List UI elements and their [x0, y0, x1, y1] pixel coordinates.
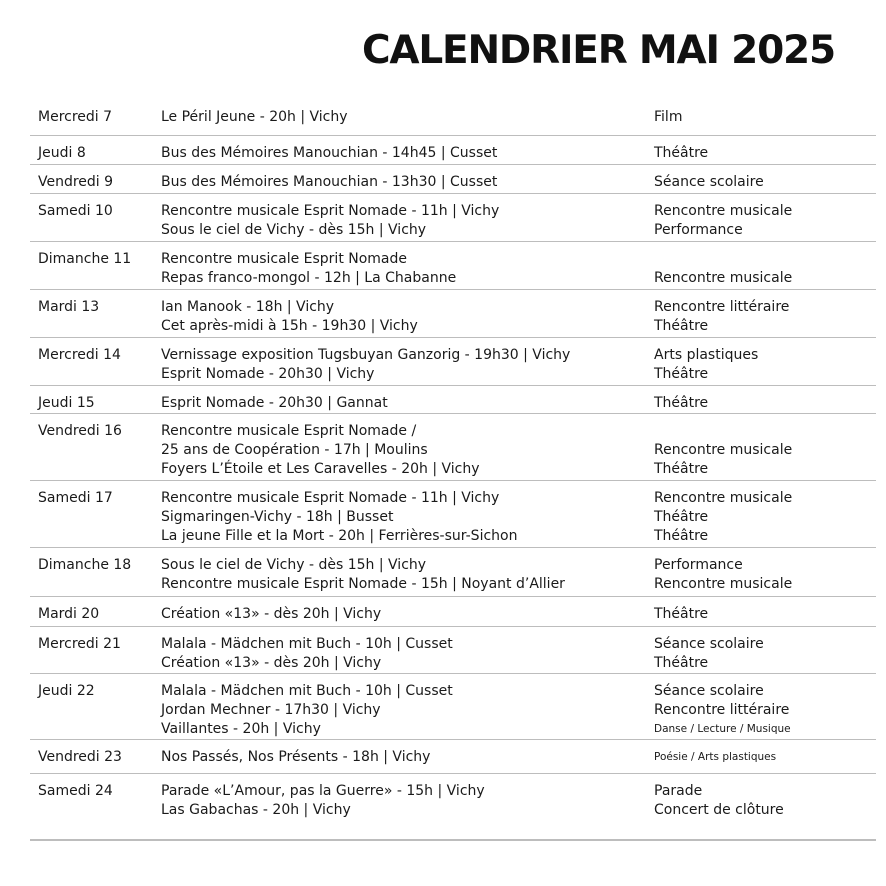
event-line: Bus des Mémoires Manouchian - 13h30 | Cusset [161, 174, 498, 190]
page-title: CALENDRIER MAI 2025 [362, 28, 835, 73]
day-label: Mercredi 21 [38, 636, 121, 652]
event-line: Rencontre musicale Esprit Nomade - 11h | Vichy [161, 203, 500, 219]
categories-cell [654, 108, 682, 127]
event-line: La jeune Fille et la Mort - 20h | Ferrières-sur-Sichon [161, 528, 518, 544]
event-line: Rencontre musicale Esprit Nomade - 15h | Noyant d’Allier [161, 576, 565, 592]
events-cell [161, 144, 497, 163]
category-label: Théâtre [654, 395, 709, 411]
category-label: Rencontre musicale [654, 270, 793, 286]
day-label: Jeudi 15 [38, 395, 95, 411]
category-label: Théâtre [654, 318, 709, 334]
calendar-row [30, 774, 876, 840]
category-label: Théâtre [654, 366, 709, 382]
category-label: Arts plastiques [654, 347, 759, 363]
day-label: Samedi 17 [38, 490, 113, 506]
calendar-row [30, 242, 876, 290]
day-label: Vendredi 9 [38, 174, 114, 190]
day-label: Samedi 10 [38, 203, 113, 219]
categories-cell [654, 489, 792, 546]
categories-cell [654, 298, 789, 336]
events-cell [161, 298, 418, 336]
event-line: Sous le ciel de Vichy - dès 15h | Vichy [161, 557, 427, 573]
events-cell [161, 346, 570, 384]
calendar-row [30, 338, 876, 386]
day-label: Dimanche 11 [38, 251, 132, 267]
day-label: Jeudi 22 [38, 683, 95, 699]
calendar-row [30, 481, 876, 548]
calendar-row [30, 627, 876, 674]
categories-cell [654, 635, 764, 673]
events-cell [161, 635, 453, 673]
calendar-row [30, 740, 876, 774]
category-label [654, 250, 792, 269]
category-label: Rencontre littéraire [654, 702, 790, 718]
categories-cell [654, 682, 791, 739]
categories-cell [654, 394, 708, 413]
day-label: Mardi 13 [38, 299, 100, 315]
day-label: Mercredi 14 [38, 347, 121, 363]
event-line: Création «13» - dès 20h | Vichy [161, 655, 382, 671]
event-line: Cet après-midi à 15h - 19h30 | Vichy [161, 318, 418, 334]
event-line: Vaillantes - 20h | Vichy [161, 721, 321, 737]
event-line: Rencontre musicale Esprit Nomade [161, 251, 408, 267]
event-line: Foyers L’Étoile et Les Caravelles - 20h | Vichy [161, 461, 480, 477]
bottom-divider [30, 840, 876, 841]
events-cell [161, 782, 485, 820]
category-label: Performance [654, 557, 743, 573]
calendar-row [30, 674, 876, 740]
category-label: Théâtre [654, 461, 709, 477]
category-label: Théâtre [654, 145, 709, 161]
day-label: Dimanche 18 [38, 557, 132, 573]
calendar-row [30, 100, 876, 136]
event-line: Rencontre musicale Esprit Nomade - 11h | Vichy [161, 490, 500, 506]
events-cell [161, 605, 381, 624]
event-line: Esprit Nomade - 20h30 | Gannat [161, 395, 388, 411]
event-line: Vernissage exposition Tugsbuyan Ganzorig - 19h30 | Vichy [161, 347, 571, 363]
events-cell [161, 394, 388, 413]
categories-cell [654, 748, 776, 767]
category-label: Théâtre [654, 528, 709, 544]
event-line: Parade «L’Amour, pas la Guerre» - 15h | Vichy [161, 783, 485, 799]
category-label: Poésie / Arts plastiques [654, 751, 777, 763]
event-line: 25 ans de Coopération - 17h | Moulins [161, 442, 428, 458]
events-cell [161, 422, 480, 479]
categories-cell [654, 556, 792, 594]
event-line: Malala - Mädchen mit Buch - 10h | Cusset [161, 636, 453, 652]
category-label: Rencontre littéraire [654, 299, 790, 315]
calendar-row [30, 165, 876, 194]
calendar-row [30, 414, 876, 481]
category-label: Film [654, 109, 683, 125]
day-label: Jeudi 8 [38, 145, 86, 161]
calendar-row [30, 290, 876, 338]
category-label: Rencontre musicale [654, 203, 793, 219]
categories-cell [654, 605, 708, 624]
category-label: Rencontre musicale [654, 490, 793, 506]
day-label: Samedi 24 [38, 783, 113, 799]
day-label: Mercredi 7 [38, 109, 113, 125]
event-line: Rencontre musicale Esprit Nomade / [161, 423, 417, 439]
events-cell [161, 556, 565, 594]
calendar-row [30, 136, 876, 165]
event-line: Malala - Mädchen mit Buch - 10h | Cusset [161, 683, 453, 699]
event-line: Nos Passés, Nos Présents - 18h | Vichy [161, 749, 431, 765]
event-line: Las Gabachas - 20h | Vichy [161, 802, 351, 818]
category-label [654, 422, 792, 441]
category-label: Séance scolaire [654, 636, 764, 652]
calendar-row [30, 386, 876, 414]
category-label: Théâtre [654, 655, 709, 671]
categories-cell [654, 782, 784, 820]
events-cell [161, 250, 456, 288]
category-label: Danse / Lecture / Musique [654, 723, 791, 735]
events-cell [161, 682, 453, 739]
categories-cell [654, 173, 764, 192]
categories-cell [654, 422, 792, 479]
category-label: Théâtre [654, 509, 709, 525]
event-line: Esprit Nomade - 20h30 | Vichy [161, 366, 375, 382]
category-label: Séance scolaire [654, 683, 764, 699]
events-cell [161, 108, 348, 127]
event-line: Repas franco-mongol - 12h | La Chabanne [161, 270, 457, 286]
category-label: Théâtre [654, 606, 709, 622]
categories-cell [654, 250, 792, 288]
categories-cell [654, 144, 708, 163]
events-cell [161, 202, 499, 240]
events-cell [161, 173, 497, 192]
event-line: Le Péril Jeune - 20h | Vichy [161, 109, 348, 125]
event-line: Jordan Mechner - 17h30 | Vichy [161, 702, 381, 718]
events-cell [161, 489, 517, 546]
category-label: Parade [654, 783, 703, 799]
category-label: Rencontre musicale [654, 576, 793, 592]
category-label: Rencontre musicale [654, 442, 793, 458]
category-label: Performance [654, 222, 743, 238]
calendar-row [30, 597, 876, 627]
event-line: Sous le ciel de Vichy - dès 15h | Vichy [161, 222, 427, 238]
day-label: Mardi 20 [38, 606, 100, 622]
events-cell [161, 748, 430, 767]
day-label: Vendredi 16 [38, 423, 122, 439]
day-label: Vendredi 23 [38, 749, 122, 765]
event-line: Création «13» - dès 20h | Vichy [161, 606, 382, 622]
event-line: Bus des Mémoires Manouchian - 14h45 | Cusset [161, 145, 498, 161]
calendar-row [30, 194, 876, 242]
event-line: Ian Manook - 18h | Vichy [161, 299, 335, 315]
event-line: Sigmaringen-Vichy - 18h | Busset [161, 509, 394, 525]
category-label: Séance scolaire [654, 174, 764, 190]
categories-cell [654, 202, 792, 240]
categories-cell [654, 346, 758, 384]
category-label: Concert de clôture [654, 802, 784, 818]
calendar-row [30, 548, 876, 597]
